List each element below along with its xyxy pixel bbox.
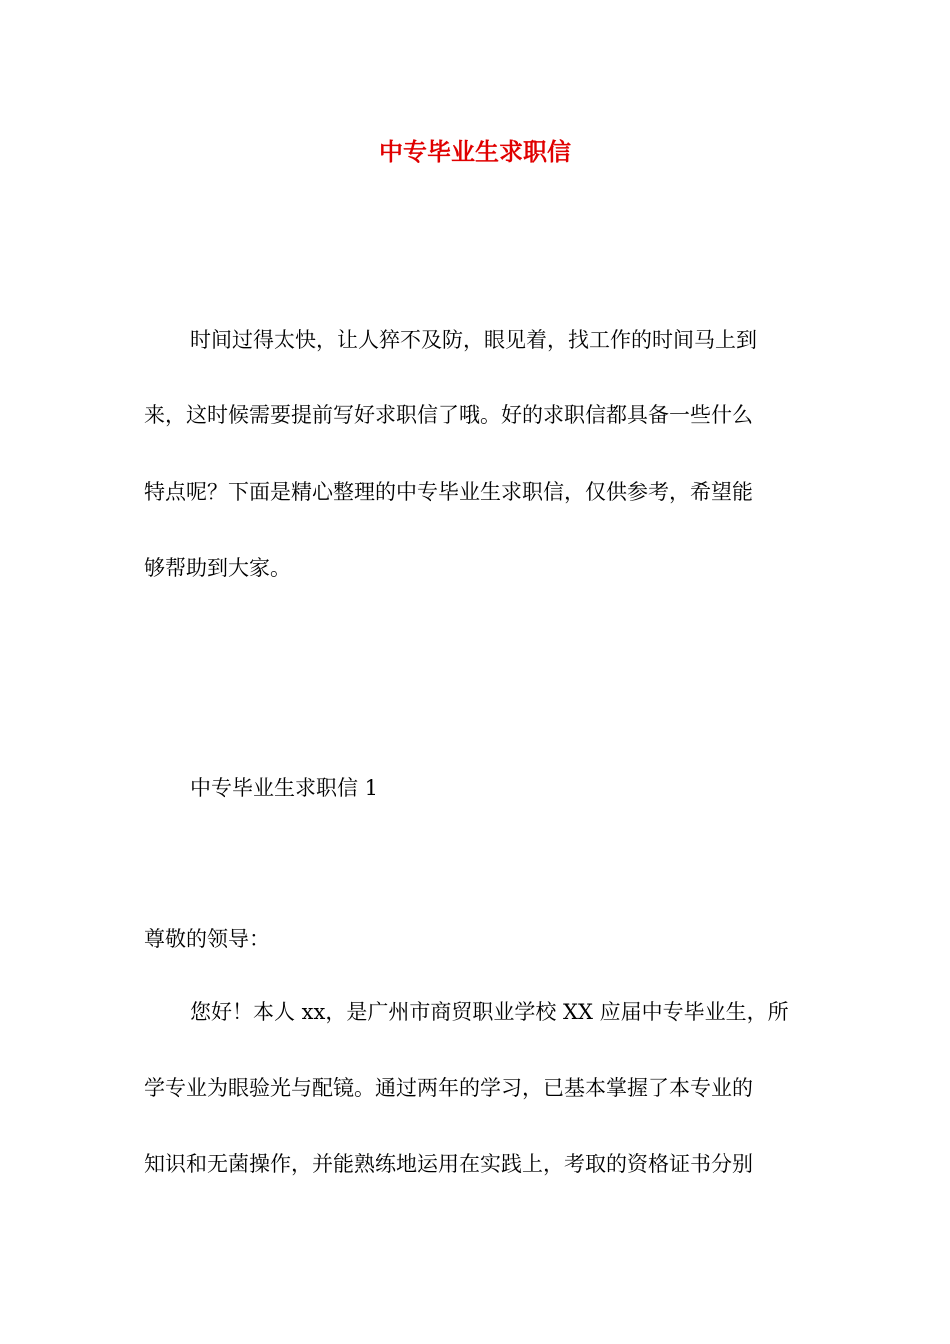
intro-line-3: 特点呢？下面是精心整理的中专毕业生求职信，仅供参考，希望能 — [144, 480, 753, 504]
intro-line-2: 来，这时候需要提前写好求职信了哦。好的求职信都具备一些什么 — [144, 403, 753, 427]
body-line-3: 知识和无菌操作，并能熟练地运用在实践上，考取的资格证书分别 — [144, 1152, 753, 1176]
body-line-1: 您好！本人 xx，是广州市商贸职业学校 XX 应届中专毕业生，所 — [190, 1000, 789, 1024]
body-line-2: 学专业为眼验光与配镜。通过两年的学习，已基本掌握了本专业的 — [144, 1076, 753, 1100]
document-title: 中专毕业生求职信 — [379, 137, 571, 166]
salutation: 尊敬的领导： — [144, 927, 270, 951]
intro-line-1: 时间过得太快，让人猝不及防，眼见着，找工作的时间马上到 — [190, 328, 757, 352]
section-heading: 中专毕业生求职信 1 — [190, 776, 379, 800]
intro-line-4: 够帮助到大家。 — [144, 556, 291, 580]
